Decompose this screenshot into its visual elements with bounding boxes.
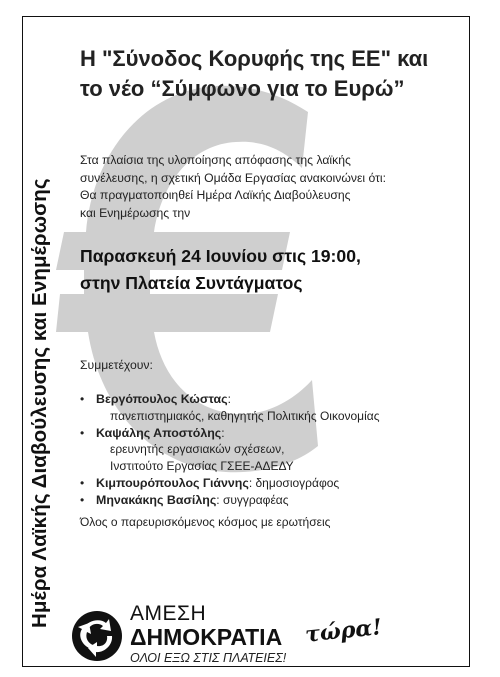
intro-line-1: Στα πλαίσια της υλοποίησης απόφασης της λαϊκής xyxy=(80,153,351,167)
separator: : xyxy=(248,475,253,490)
logo-circle xyxy=(72,611,122,661)
separator: : xyxy=(227,392,231,406)
participant-description: Ινστιτούτο Εργασίας ΓΣΕΕ-ΑΔΕΔΥ xyxy=(110,459,294,474)
participant-name: Μηνακάκης Βασίλης xyxy=(96,492,217,507)
logo-line-2: ΔΗΜΟΚΡΑΤΙΑ xyxy=(130,624,283,650)
participant-name: Καψάλης Αποστόλης xyxy=(96,425,222,440)
intro-line-2: συνέλευσης, η σχετική Ομάδα Εργασίας ανακοινώνει ότι: xyxy=(80,170,387,185)
bullet: • xyxy=(80,492,85,507)
logo-slogan: ΟΛΟΙ ΕΞΩ ΣΤΙΣ ΠΛΑΤΕΙΕΣ! xyxy=(130,651,287,665)
participants-list xyxy=(80,391,450,509)
event-location: στην Πλατεία Συντάγματος xyxy=(80,273,303,293)
headline-line-2: το νέο “Σύμφωνο για το Ευρώ” xyxy=(80,76,405,101)
logo-tora: τώρα! xyxy=(303,614,384,648)
intro-paragraph xyxy=(80,152,450,222)
bullet: • xyxy=(80,475,85,490)
participant-item xyxy=(80,425,450,475)
recycle-arrows-icon xyxy=(70,610,124,662)
logo-line-1: ΑΜΕΣΗ xyxy=(130,602,207,625)
intro-line-4: και Ενημέρωσης την xyxy=(80,205,191,220)
side-title: Ημέρα Λαϊκής Διαβούλευσης και Ενημέρωσης xyxy=(28,178,51,628)
participant-description: πανεπιστημιακός, καθηγητής Πολιτικής Οικονομίας xyxy=(110,408,380,423)
intro-line-3: Θα πραγματοποιηθεί Ημέρα Λαϊκής Διαβούλευσης xyxy=(80,188,351,202)
participants-label: Συμμετέχουν: xyxy=(80,358,153,372)
headline-line-1: Η "Σύνοδος Κορυφής της ΕΕ" και xyxy=(80,46,429,71)
participant-name: Βεργόπουλος Κώστας xyxy=(96,392,228,406)
event-details xyxy=(80,243,460,297)
separator: : xyxy=(216,492,220,507)
headline xyxy=(80,44,460,104)
participant-item xyxy=(80,475,450,492)
participant-description: ερευνητής εργασιακών σχέσεων, xyxy=(110,442,285,457)
event-date-time: Παρασκευή 24 Ιουνίου στις 19:00, xyxy=(80,246,361,266)
separator: : xyxy=(221,425,225,440)
logo-wordmark xyxy=(130,603,282,649)
bullet: • xyxy=(80,392,85,406)
participant-role: συγγραφέας xyxy=(219,492,289,507)
bullet: • xyxy=(80,425,85,440)
participant-item xyxy=(80,391,450,425)
participant-role: δημοσιογράφος xyxy=(252,475,340,490)
closing-note: Όλος ο παρευρισκόμενος κόσμος με ερωτήσεις xyxy=(80,515,331,529)
participant-item xyxy=(80,492,450,509)
participant-name: Κιμπουρόπουλος Γιάννης xyxy=(96,475,249,490)
